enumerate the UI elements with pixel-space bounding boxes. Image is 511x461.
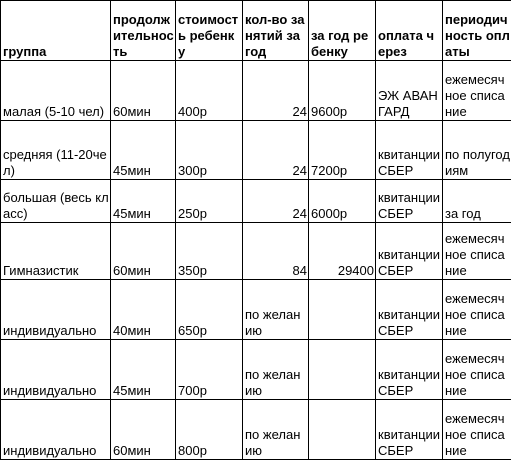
cell-lessons: по желанию — [243, 340, 309, 400]
cell-group: средняя (11-20чел) — [1, 121, 111, 180]
header-group: группа — [1, 1, 111, 61]
table-row — [1, 340, 511, 400]
cell-year-price: 7200р — [309, 121, 376, 180]
table-row — [1, 280, 511, 340]
table-row — [1, 121, 511, 180]
cell-price: 300р — [176, 121, 243, 180]
cell-duration: 45мин — [111, 121, 176, 180]
cell-period: ежемесячное списание — [443, 340, 511, 400]
cell-payment: квитанции СБЕР — [376, 340, 443, 400]
cell-period: ежемесячное списание — [443, 400, 511, 460]
cell-group: Гимназистик — [1, 223, 111, 280]
cell-price: 400р — [176, 61, 243, 121]
cell-duration: 45мин — [111, 340, 176, 400]
cell-group: индивидуально — [1, 400, 111, 460]
cell-period: за год — [443, 180, 511, 223]
cell-year-price: 9600р — [309, 61, 376, 121]
cell-duration: 40мин — [111, 280, 176, 340]
header-duration: продолжительность — [111, 1, 176, 61]
cell-duration: 60мин — [111, 400, 176, 460]
cell-period: по полугодиям — [443, 121, 511, 180]
cell-payment: квитанции СБЕР — [376, 400, 443, 460]
cell-price: 800р — [176, 400, 243, 460]
cell-duration: 45мин — [111, 180, 176, 223]
cell-lessons: 84 — [243, 223, 309, 280]
cell-group: индивидуально — [1, 280, 111, 340]
cell-lessons: 24 — [243, 61, 309, 121]
cell-period: ежемесячное списание — [443, 61, 511, 121]
cell-period: ежемесячное списание — [443, 280, 511, 340]
cell-year-price — [309, 340, 376, 400]
header-price: стоимость ребенку — [176, 1, 243, 61]
cell-lessons: по желанию — [243, 400, 309, 460]
cell-year-price — [309, 400, 376, 460]
cell-group: индивидуально — [1, 340, 111, 400]
cell-payment: квитанции СБЕР — [376, 180, 443, 223]
cell-price: 350р — [176, 223, 243, 280]
cell-year-price: 29400 — [309, 223, 376, 280]
cell-lessons: 24 — [243, 121, 309, 180]
table-row — [1, 223, 511, 280]
cell-year-price — [309, 280, 376, 340]
cell-group: малая (5-10 чел) — [1, 61, 111, 121]
table-row — [1, 61, 511, 121]
cell-period: ежемесячное списание — [443, 223, 511, 280]
cell-lessons: по желанию — [243, 280, 309, 340]
cell-payment: квитанции СБЕР — [376, 121, 443, 180]
cell-price: 650р — [176, 280, 243, 340]
cell-duration: 60мин — [111, 223, 176, 280]
header-year-price: за год ребенку — [309, 1, 376, 61]
cell-payment: ЭЖ АВАНГАРД — [376, 61, 443, 121]
cell-payment: квитанции СБЕР — [376, 280, 443, 340]
cell-group: большая (весь класс) — [1, 180, 111, 223]
header-row — [1, 1, 511, 61]
table-row — [1, 180, 511, 223]
cell-lessons: 24 — [243, 180, 309, 223]
table-row — [1, 400, 511, 460]
header-period: периодичность оплаты — [443, 1, 511, 61]
cell-payment: квитанции СБЕР — [376, 223, 443, 280]
cell-price: 700р — [176, 340, 243, 400]
header-payment: оплата через — [376, 1, 443, 61]
header-lessons: кол-во занятий за год — [243, 1, 309, 61]
cell-duration: 60мин — [111, 61, 176, 121]
cell-year-price: 6000р — [309, 180, 376, 223]
cell-price: 250р — [176, 180, 243, 223]
